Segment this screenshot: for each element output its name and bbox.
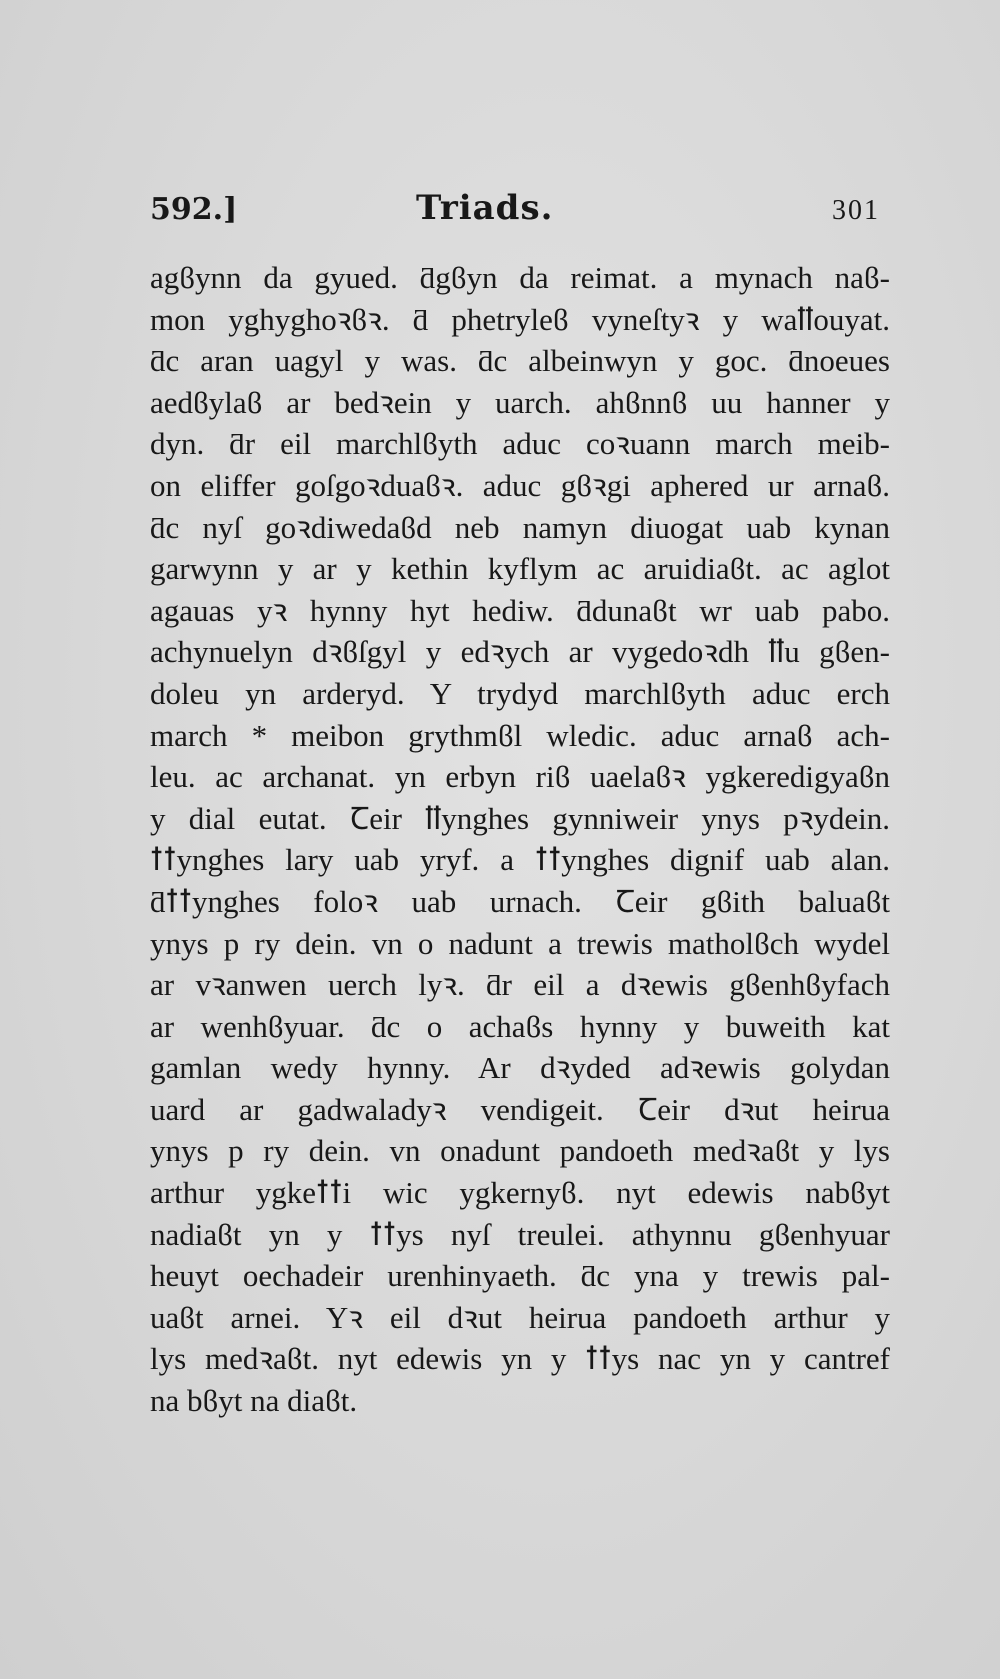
page-number: 301 [832,195,880,226]
text-line: nadiaϐt yn y ꝉꝉys nyſ treulei. athynnu gϐenhyuar [150,1216,890,1252]
text-line: aedϐylaϐ ar bedꝛein y uarch. ahϐnnϐ uu hanner y [150,384,890,420]
text-line: mon yghyghoꝛϐꝛ. ƌ phetryleϐ vyneſtyꝛ y waꝉꝉouyat. [150,301,890,337]
text-line: ar wenhϐyuar. ƌc o achaϐs hynny y buweith kat [150,1008,890,1044]
text-line: agauas yꝛ hynny hyt hediw. ƌdunaϐt wr uab pabo. [150,592,890,628]
text-line: ynys p ry dein. vn onadunt pandoeth medꝛaϐt y lys [150,1133,890,1169]
text-line: ar vꝛanwen uerch lyꝛ. ƌr eil a dꝛewis gϐenhϐyfach [150,967,890,1003]
text-line: lys medꝛaϐt. nyt edewis yn y ꝉꝉys nac yn y cantref [150,1341,890,1377]
section-title: Triads. [416,188,554,228]
text-line: ƌc aran uagyl y was. ƌc albeinwyn y goc. ƌnoeues [150,343,890,379]
text-line: garwynn y ar y kethin kyflym ac aruidiaϐt. ac aglot [150,551,890,587]
text-line: arthur ygkeꝉꝉi wic ygkernyϐ. nyt edewis nabϐyt [150,1175,890,1211]
text-line: ƌꝉꝉynghes foloꝛ uab urnach. Ꞇeir gϐith baluaϐt [150,883,890,919]
text-line: march * meibon grythmϐl wledic. aduc arnaϐ ach- [150,717,890,753]
text-line: ynys p ry dein. vn o nadunt a trewis matholϐch wydel [150,925,890,961]
text-line: heuyt oechadeir urenhinyaeth. ƌc yna y trewis pal- [150,1258,890,1294]
text-line: agϐynn da gyued. ƌgϐyn da reimat. a mynach naϐ- [150,260,890,295]
text-line: uard ar gadwaladyꝛ vendigeit. Ꞇeir dꝛut heirua [150,1091,890,1127]
text-line: leu. ac archanat. yn erbyn riϐ uaelaϐꝛ ygkeredigyaϐn [150,759,890,795]
text-line: ꝉꝉynghes lary uab yryf. a ꝉꝉynghes dignif uab alan. [150,842,890,878]
text-line: on eliffer goſgoꝛduaϐꝛ. aduc gϐꝛgi aphered ur arnaϐ. [150,467,890,503]
text-line: uaϐt arnei. Yꝛ eil dꝛut heirua pandoeth arthur y [150,1299,890,1335]
text-line: y dial eutat. Ꞇeir ꝉꝉynghes gynniweir ynys pꝛydein. [150,800,890,836]
text-line: dyn. ƌr eil marchlϐyth aduc coꝛuann march meib- [150,426,890,462]
text-line: gamlan wedy hynny. Ar dꝛyded adꝛewis golydan [150,1050,890,1086]
text-line: achynuelyn dꝛϐſgyl y edꝛych ar vygedoꝛdh ꝉꝉu gϐen- [150,634,890,670]
text-line: na bϐyt na diaϐt. [150,1383,358,1419]
running-header [150,188,880,242]
text-line: doleu yn arderyd. Y trydyd marchlϐyth aduc erch [150,675,890,711]
body-text [150,257,890,1422]
chapter-number: 592.] [150,192,238,227]
text-line: ƌc nyſ goꝛdiwedaϐd neb namyn diuogat uab kynan [150,509,890,545]
